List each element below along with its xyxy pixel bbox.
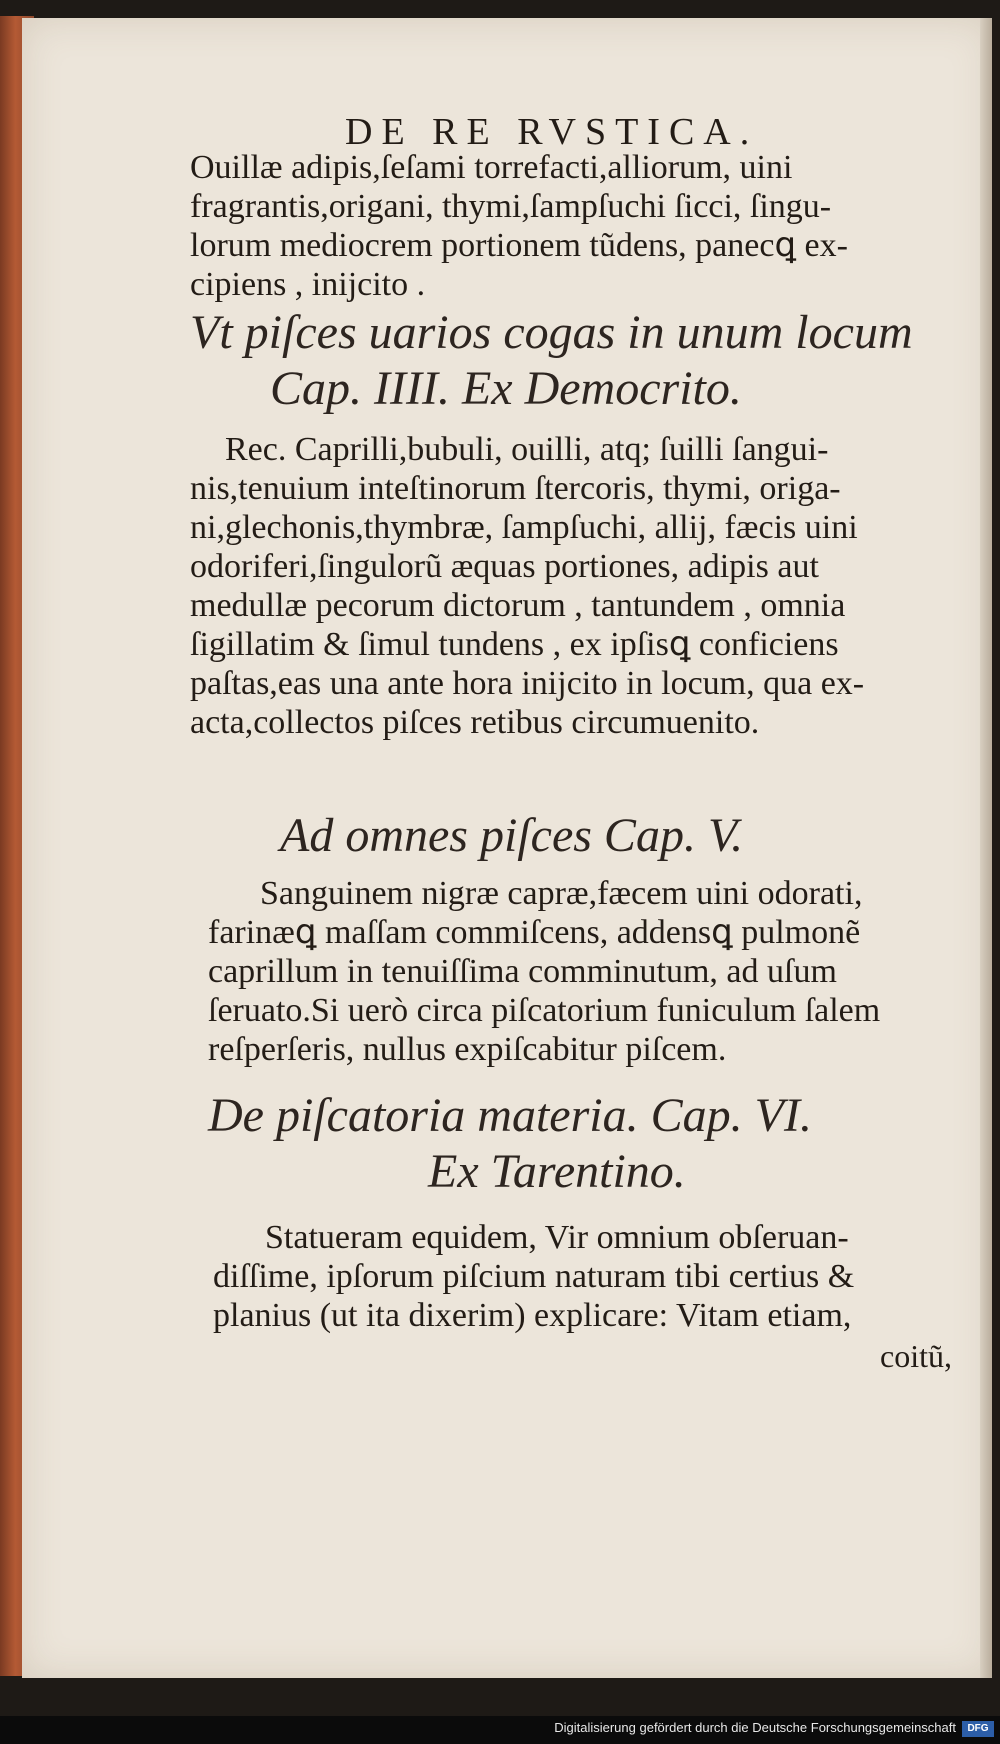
- paragraph-1: [190, 148, 848, 304]
- paragraph-3: [208, 874, 881, 1069]
- text-line: planius (ut ita dixerim) explicare: Vitam etiam,: [213, 1297, 852, 1334]
- dfg-logo: DFG: [962, 1721, 994, 1737]
- text-line: ni,glechonis,thymbræ, ſampſuchi, allij, fæcis uini: [190, 509, 858, 546]
- text-line: diſſime, ipſorum piſcium naturam tibi certius &: [213, 1258, 855, 1295]
- text-line: Ouillæ adipis,ſeſami torrefacti,alliorum, uini: [190, 149, 793, 186]
- chapter-heading-4: [190, 305, 913, 417]
- heading-line: De piſcatoria materia. Cap. VI.: [208, 1089, 812, 1142]
- chapter-heading-5: Ad omnes piſces Cap. V.: [280, 809, 744, 862]
- heading-line: Vt piſces uarios cogas in unum locum: [190, 306, 913, 359]
- heading-line: Cap. IIII. Ex Democrito.: [270, 362, 742, 415]
- text-line: fragrantis,origani, thymi,ſampſuchi ſicci, ſingu-: [190, 188, 832, 225]
- text-line: odoriferi,ſingulorũ æquas portiones, adipis aut: [190, 548, 819, 585]
- catchword: coitũ,: [880, 1338, 952, 1374]
- text-line: acta,collectos piſces retibus circumuenito.: [190, 704, 760, 741]
- text-line: cipiens , inijcito .: [190, 266, 426, 303]
- page-gutter: [980, 18, 992, 1678]
- chapter-heading-6: [208, 1088, 812, 1200]
- text-line: reſperſeris, nullus expiſcabitur piſcem.: [208, 1031, 727, 1068]
- paragraph-4: [213, 1218, 895, 1335]
- text-line: lorum mediocrem portionem tũdens, panecꝗ ex-: [190, 227, 848, 264]
- text-line: paſtas,eas una ante hora inijcito in locum, qua ex-: [190, 665, 865, 702]
- paragraph-2: [190, 430, 865, 742]
- funding-credit: Digitalisierung gefördert durch die Deutsche Forschungsgemeinschaft: [554, 1720, 956, 1735]
- text-line: Statueram equidem, Vir omnium obſeruan-: [265, 1219, 849, 1256]
- text-line: nis,tenuium inteſtinorum ſtercoris, thymi, origa-: [190, 470, 841, 507]
- text-line: ſeruato.Si uerò circa piſcatorium funiculum ſalem: [208, 992, 881, 1029]
- digitization-footer: [0, 1716, 1000, 1744]
- heading-line: Ex Tarentino.: [428, 1145, 686, 1198]
- text-line: farinæꝗ maſſam commiſcens, addensꝗ pulmonẽ: [208, 914, 861, 951]
- text-line: Rec. Caprilli,bubuli, ouilli, atq; ſuilli ſangui-: [225, 431, 829, 468]
- text-line: caprillum in tenuiſſima comminutum, ad uſum: [208, 953, 837, 990]
- text-line: medullæ pecorum dictorum , tantundem , omnia: [190, 587, 846, 624]
- text-line: Sanguinem nigræ capræ,fæcem uini odorati,: [260, 875, 863, 912]
- running-head: DE RE RVSTICA.: [345, 111, 759, 153]
- text-line: ſigillatim & ſimul tundens , ex ipſisꝗ conficiens: [190, 626, 839, 663]
